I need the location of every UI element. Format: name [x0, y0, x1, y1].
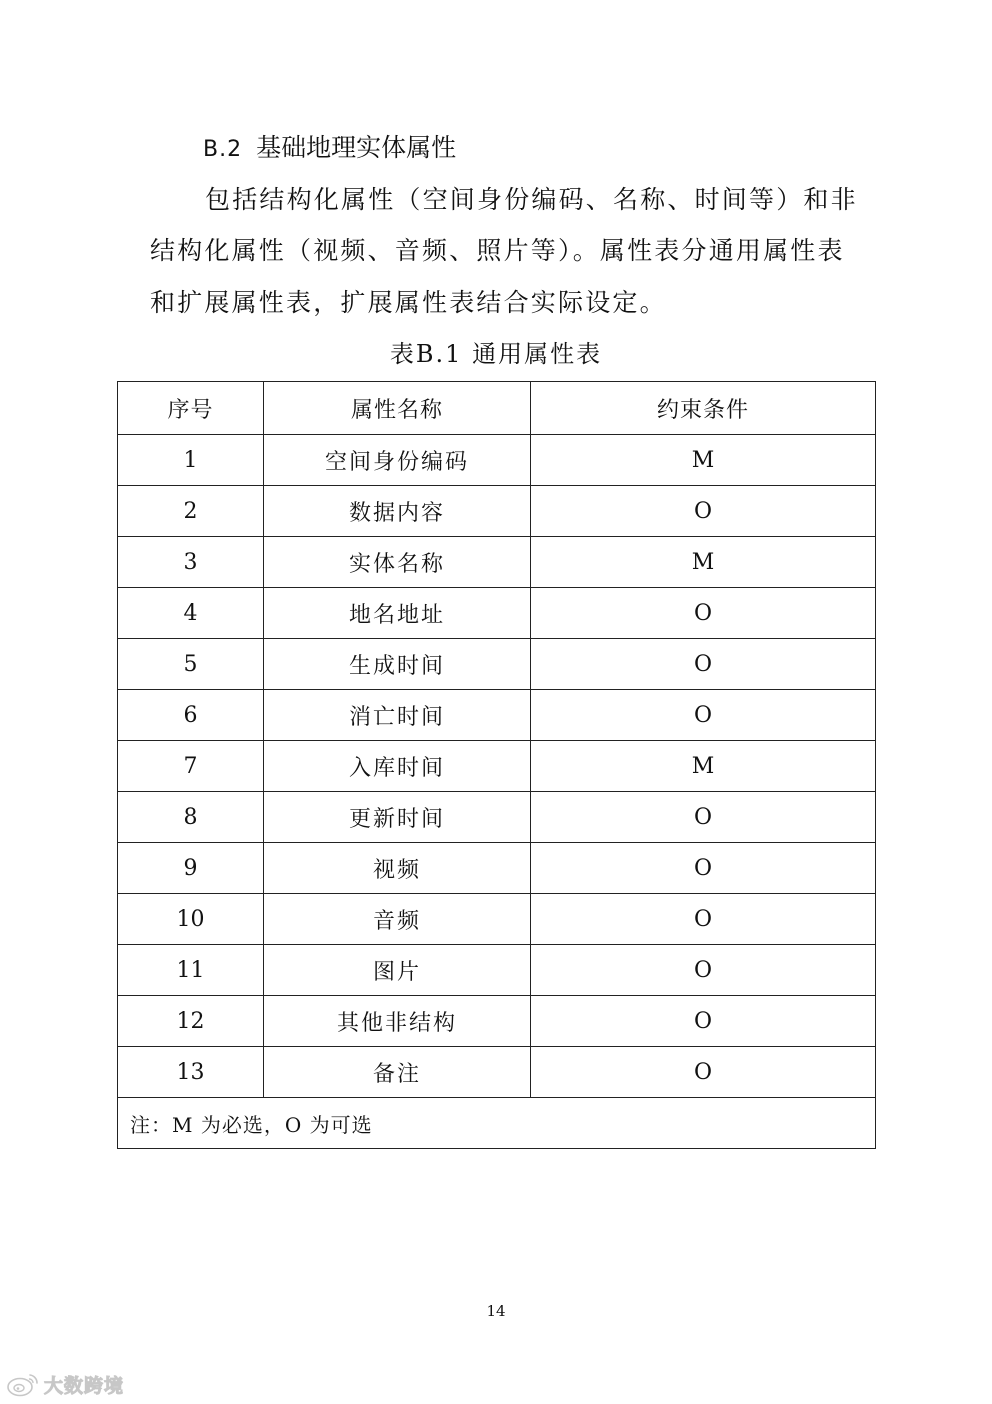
cell-attribute-name: 生成时间 [264, 639, 531, 690]
cell-constraint: O [531, 894, 876, 945]
cell-attribute-name: 视频 [264, 843, 531, 894]
cell-serial-number: 6 [118, 690, 264, 741]
cell-constraint: O [531, 843, 876, 894]
paragraph-line-2: 结构化属性（视频、音频、照片等）。属性表分通用属性表 [150, 236, 845, 265]
cell-serial-number: 11 [118, 945, 264, 996]
cell-attribute-name: 空间身份编码 [264, 435, 531, 486]
cell-constraint: O [531, 639, 876, 690]
cell-attribute-name: 更新时间 [264, 792, 531, 843]
cell-attribute-name: 备注 [264, 1047, 531, 1098]
table-row [118, 435, 876, 486]
watermark [6, 1366, 124, 1402]
table-row [118, 588, 876, 639]
table-header-row [118, 382, 876, 435]
table-row [118, 486, 876, 537]
cell-constraint: O [531, 1047, 876, 1098]
cell-serial-number: 9 [118, 843, 264, 894]
cell-attribute-name: 实体名称 [264, 537, 531, 588]
cell-attribute-name: 图片 [264, 945, 531, 996]
cell-constraint: O [531, 588, 876, 639]
table-row [118, 843, 876, 894]
table-note: 注：M 为必选，O 为可选 [118, 1098, 876, 1149]
table-row [118, 690, 876, 741]
table-body [118, 435, 876, 1098]
cell-constraint: M [531, 741, 876, 792]
weibo-like-logo-icon [6, 1371, 40, 1397]
section-heading [203, 128, 456, 168]
watermark-text: 大数跨境 [44, 1374, 125, 1397]
paragraph-line-1: 包括结构化属性（空间身份编码、名称、时间等）和非 [205, 185, 858, 214]
cell-attribute-name: 地名地址 [264, 588, 531, 639]
cell-serial-number: 3 [118, 537, 264, 588]
cell-serial-number: 4 [118, 588, 264, 639]
table-row [118, 945, 876, 996]
page-number: 14 [486, 1302, 506, 1320]
cell-serial-number: 2 [118, 486, 264, 537]
table-caption: 表B.1 通用属性表 [389, 340, 603, 368]
header-attribute-name: 属性名称 [264, 382, 531, 435]
table-row [118, 639, 876, 690]
cell-serial-number: 13 [118, 1047, 264, 1098]
section-number: B.2 [203, 137, 243, 162]
cell-constraint: O [531, 690, 876, 741]
table-row [118, 537, 876, 588]
table-row [118, 792, 876, 843]
paragraph-line-3: 和扩展属性表，扩展属性表结合实际设定。 [150, 288, 667, 317]
cell-attribute-name: 音频 [264, 894, 531, 945]
cell-constraint: O [531, 996, 876, 1047]
cell-serial-number: 12 [118, 996, 264, 1047]
cell-constraint: O [531, 792, 876, 843]
cell-constraint: M [531, 435, 876, 486]
cell-constraint: O [531, 945, 876, 996]
table-row [118, 1047, 876, 1098]
header-constraint: 约束条件 [531, 382, 876, 435]
cell-attribute-name: 消亡时间 [264, 690, 531, 741]
cell-serial-number: 5 [118, 639, 264, 690]
table-row [118, 741, 876, 792]
cell-serial-number: 10 [118, 894, 264, 945]
general-attribute-table [117, 381, 876, 1149]
table-row [118, 894, 876, 945]
section-title: 基础地理实体属性 [256, 133, 457, 162]
cell-attribute-name: 数据内容 [264, 486, 531, 537]
cell-serial-number: 8 [118, 792, 264, 843]
cell-serial-number: 1 [118, 435, 264, 486]
cell-attribute-name: 入库时间 [264, 741, 531, 792]
header-serial-number: 序号 [118, 382, 264, 435]
table-note-row [118, 1098, 876, 1149]
cell-constraint: O [531, 486, 876, 537]
cell-constraint: M [531, 537, 876, 588]
table-row [118, 996, 876, 1047]
cell-attribute-name: 其他非结构 [264, 996, 531, 1047]
cell-serial-number: 7 [118, 741, 264, 792]
